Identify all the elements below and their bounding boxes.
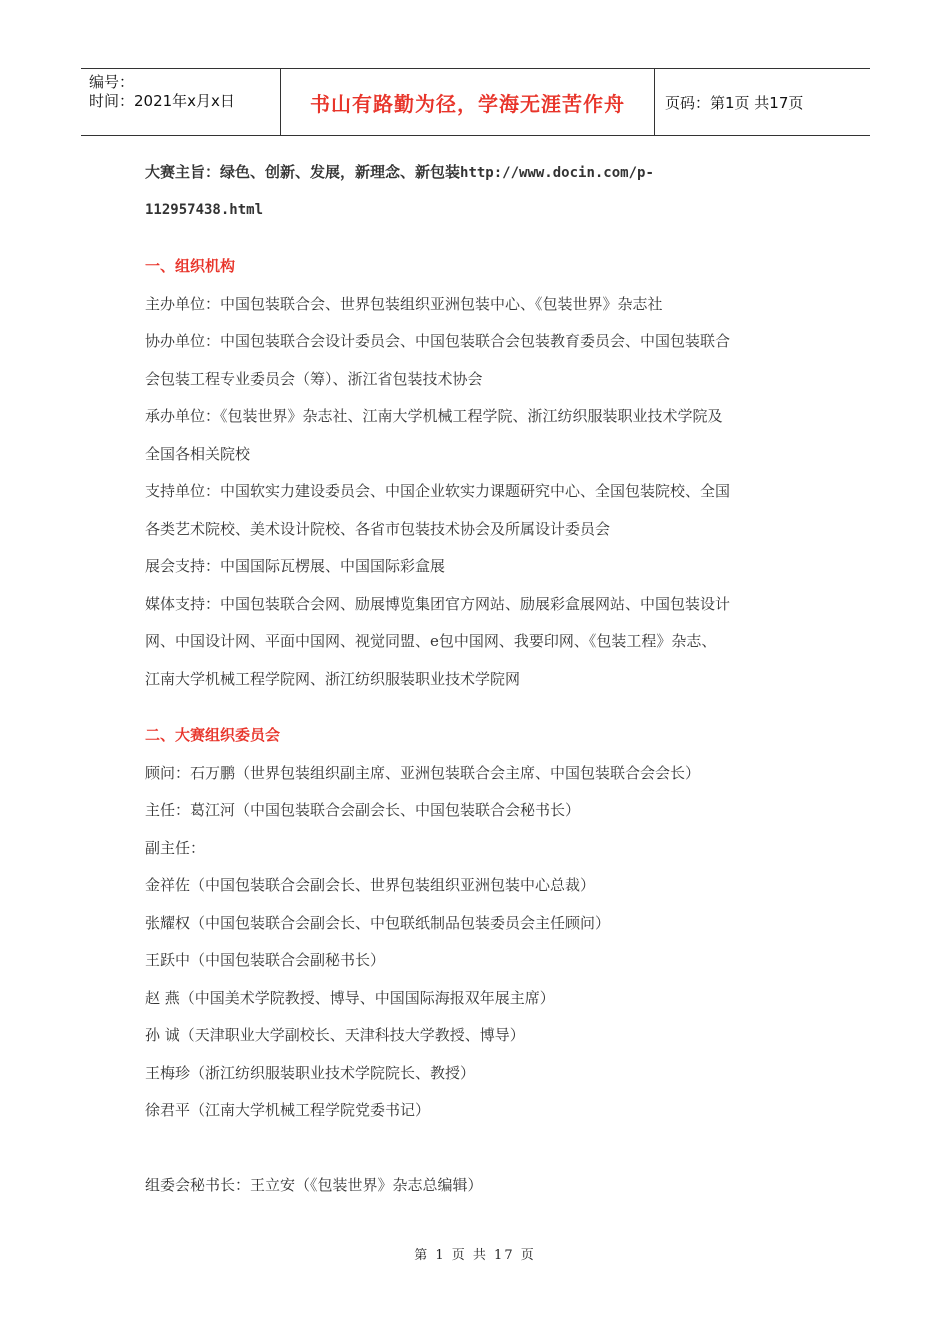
contest-theme: 大赛主旨：绿色、创新、发展，新理念、新包装 xyxy=(145,163,461,181)
paragraph-line: 主办单位：中国包装联合会、世界包装组织亚洲包装中心、《包装世界》杂志社 xyxy=(145,294,663,313)
paragraph-line: 张耀权（中国包装联合会副会长、中包联纸制品包装委员会主任顾问） xyxy=(145,913,611,932)
paragraph-line: 展会支持：中国国际瓦楞展、中国国际彩盒展 xyxy=(145,557,446,575)
paragraph-line: 王梅珍（浙江纺织服装职业技术学院院长、教授） xyxy=(145,1063,476,1082)
page-footer: 第 1 页 共 17 页 xyxy=(414,1248,536,1263)
header-table xyxy=(81,68,870,136)
paragraph-line: 主任：葛江河（中国包装联合会副会长、中国包装联合会秘书长） xyxy=(145,801,581,819)
paragraph-line: 会包装工程专业委员会（筹）、浙江省包装技术协会 xyxy=(145,369,483,388)
paragraph-line: 承办单位：《包装世界》杂志社、江南大学机械工程学院、浙江纺织服装职业技术学院及 xyxy=(145,407,723,425)
spacer xyxy=(145,1130,815,1168)
paragraph-line: 王跃中（中国包装联合会副秘书长） xyxy=(145,951,386,969)
paragraph-line: 徐君平（江南大学机械工程学院党委书记） xyxy=(145,1101,431,1119)
document-body xyxy=(145,154,815,1205)
section-title-committee: 二、大赛组织委员会 xyxy=(145,726,281,744)
paragraph-line: 孙 诚（天津职业大学副校长、天津科技大学教授、博导） xyxy=(145,1026,525,1044)
number-label: 编号： xyxy=(89,73,135,91)
intro-line xyxy=(145,154,815,192)
source-url-part1: http://www.docin.com/p- xyxy=(460,165,654,181)
paragraph-line: 媒体支持：中国包装联合会网、励展博览集团官方网站、励展彩盒展网站、中国包装设计 xyxy=(145,594,731,613)
paragraph-line: 协办单位：中国包装联合会设计委员会、中国包装联合会包装教育委员会、中国包装联合 xyxy=(145,332,731,350)
paragraph-line: 网、中国设计网、平面中国网、视觉同盟、e包中国网、我要印网、《包装工程》杂志、 xyxy=(145,632,717,650)
paragraph-line: 全国各相关院校 xyxy=(145,444,251,463)
source-url-part2: 112957438.html xyxy=(145,201,264,218)
paragraph-line: 金祥佐（中国包装联合会副会长、世界包装组织亚洲包装中心总裁） xyxy=(145,876,596,894)
time-label: 时间：2021年x月x日 xyxy=(89,92,235,110)
spacer xyxy=(145,698,815,717)
header-page-info: 页码：第1页 共17页 xyxy=(665,93,804,112)
paragraph-line: 赵 燕（中国美术学院教授、博导、中国国际海报双年展主席） xyxy=(145,988,555,1007)
header-motto: 书山有路勤为径，学海无涯苦作舟 xyxy=(281,69,655,135)
secretary-line: 组委会秘书长：王立安（《包装世界》杂志总编辑） xyxy=(145,1176,483,1194)
paragraph-line: 副主任： xyxy=(145,838,206,857)
paragraph-line: 各类艺术院校、美术设计院校、各省市包装技术协会及所属设计委员会 xyxy=(145,519,611,538)
paragraph-line: 支持单位：中国软实力建设委员会、中国企业软实力课题研究中心、全国包装院校、全国 xyxy=(145,482,731,500)
section-title-organization: 一、组织机构 xyxy=(145,257,236,275)
header-left-cell xyxy=(81,69,281,135)
spacer xyxy=(145,229,815,248)
paragraph-line: 顾问：石万鹏（世界包装组织副主席、亚洲包装联合会主席、中国包装联合会会长） xyxy=(145,763,701,782)
paragraph-line: 江南大学机械工程学院网、浙江纺织服装职业技术学院网 xyxy=(145,669,521,688)
